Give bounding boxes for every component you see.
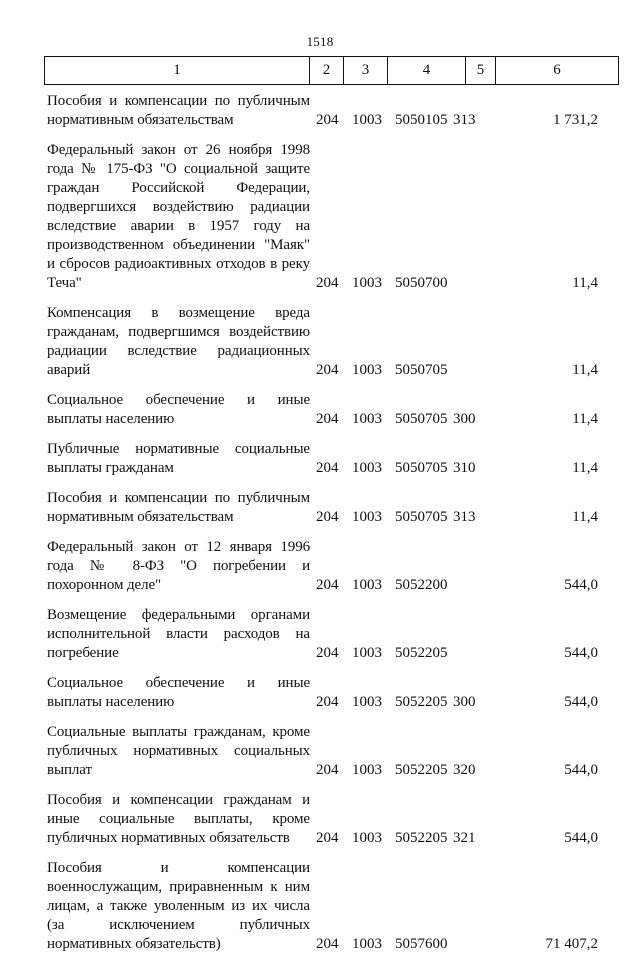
row-description: Возмещение федеральными органами исполнительной власти расходов на погребение bbox=[47, 607, 310, 661]
row-col-3: 1003 bbox=[352, 460, 382, 476]
row-description: Федеральный закон от 12 января 1996 года № 8-ФЗ "О погребении и похоронном деле" bbox=[47, 539, 310, 593]
row-col-6: 544,0 bbox=[564, 762, 598, 778]
row-col-6: 11,4 bbox=[572, 460, 598, 476]
row-description: Пособия и компенсации по публичным нормативным обязательствам bbox=[47, 93, 310, 128]
table-row bbox=[0, 440, 640, 478]
row-col-4: 5052205 bbox=[395, 645, 448, 661]
row-col-6: 11,4 bbox=[572, 509, 598, 525]
row-col-6: 544,0 bbox=[564, 645, 598, 661]
row-col-4: 5050705 bbox=[395, 460, 448, 476]
row-description: Публичные нормативные социальные выплаты гражданам bbox=[47, 441, 310, 476]
row-col-3: 1003 bbox=[352, 645, 382, 661]
row-col-3: 1003 bbox=[352, 275, 382, 291]
row-description: Социальные выплаты гражданам, кроме публичных нормативных социальных выплат bbox=[47, 724, 310, 778]
row-col-2: 204 bbox=[316, 694, 339, 710]
column-header-1: 1 bbox=[45, 57, 310, 85]
row-col-2: 204 bbox=[316, 509, 339, 525]
row-col-2: 204 bbox=[316, 112, 339, 128]
column-header-6: 6 bbox=[496, 57, 619, 85]
row-col-5: 320 bbox=[453, 762, 476, 778]
row-col-2: 204 bbox=[316, 762, 339, 778]
row-col-3: 1003 bbox=[352, 577, 382, 593]
row-col-4: 5052205 bbox=[395, 762, 448, 778]
row-col-5: 321 bbox=[453, 830, 476, 846]
row-col-4: 5057600 bbox=[395, 936, 448, 952]
row-col-2: 204 bbox=[316, 411, 339, 427]
row-col-4: 5050700 bbox=[395, 275, 448, 291]
row-description: Пособия и компенсации по публичным нормативным обязательствам bbox=[47, 490, 310, 525]
row-col-4: 5050105 bbox=[395, 112, 448, 128]
row-col-5: 313 bbox=[453, 509, 476, 525]
row-col-4: 5052205 bbox=[395, 694, 448, 710]
row-col-3: 1003 bbox=[352, 411, 382, 427]
table-row bbox=[0, 791, 640, 848]
column-header-table bbox=[44, 56, 619, 85]
row-col-3: 1003 bbox=[352, 362, 382, 378]
row-description: Социальное обеспечение и иные выплаты населению bbox=[47, 675, 310, 710]
row-col-3: 1003 bbox=[352, 694, 382, 710]
row-col-2: 204 bbox=[316, 362, 339, 378]
budget-table-body bbox=[0, 92, 640, 965]
table-row bbox=[0, 538, 640, 595]
row-col-2: 204 bbox=[316, 830, 339, 846]
row-description: Компенсация в возмещение вреда гражданам, подвергшимся воздействию радиации вследствие радиационных аварий bbox=[47, 305, 310, 378]
table-row bbox=[0, 141, 640, 293]
row-col-2: 204 bbox=[316, 275, 339, 291]
table-row bbox=[0, 723, 640, 780]
row-col-6: 11,4 bbox=[572, 411, 598, 427]
row-col-2: 204 bbox=[316, 460, 339, 476]
row-col-2: 204 bbox=[316, 645, 339, 661]
column-header-3: 3 bbox=[344, 57, 388, 85]
row-description: Пособия и компенсации военнослужащим, приравненным к ним лицам, а также уволенным из их числа (за исключением публичных нормативных обязательств) bbox=[47, 860, 310, 952]
row-col-4: 5050705 bbox=[395, 362, 448, 378]
row-col-5: 300 bbox=[453, 694, 476, 710]
row-col-3: 1003 bbox=[352, 762, 382, 778]
row-col-6: 544,0 bbox=[564, 830, 598, 846]
row-col-5: 300 bbox=[453, 411, 476, 427]
table-row bbox=[0, 859, 640, 954]
table-row bbox=[0, 304, 640, 380]
row-col-3: 1003 bbox=[352, 936, 382, 952]
column-header-2: 2 bbox=[310, 57, 344, 85]
row-col-5: 310 bbox=[453, 460, 476, 476]
row-col-2: 204 bbox=[316, 577, 339, 593]
table-row bbox=[0, 391, 640, 429]
table-row bbox=[0, 92, 640, 130]
row-col-2: 204 bbox=[316, 936, 339, 952]
row-col-6: 71 407,2 bbox=[545, 936, 598, 952]
column-header-5: 5 bbox=[466, 57, 496, 85]
row-col-3: 1003 bbox=[352, 112, 382, 128]
column-header-4: 4 bbox=[388, 57, 466, 85]
row-col-6: 1 731,2 bbox=[553, 112, 598, 128]
row-col-4: 5050705 bbox=[395, 411, 448, 427]
row-col-6: 544,0 bbox=[564, 577, 598, 593]
row-col-6: 544,0 bbox=[564, 694, 598, 710]
row-description: Пособия и компенсации гражданам и иные социальные выплаты, кроме публичных нормативных обязательств bbox=[47, 792, 310, 846]
row-col-3: 1003 bbox=[352, 509, 382, 525]
page-number: 1518 bbox=[306, 34, 334, 49]
row-col-4: 5050705 bbox=[395, 509, 448, 525]
row-description: Федеральный закон от 26 ноября 1998 года № 175-ФЗ "О социальной защите граждан Российской Федерации, подвергшихся воздействию радиации вследствие аварии в 1957 году на производственном объединении "Маяк" и сбросов радиоактивных отходов в реку Теча" bbox=[47, 142, 310, 291]
table-row bbox=[0, 606, 640, 663]
row-col-4: 5052205 bbox=[395, 830, 448, 846]
table-row bbox=[0, 674, 640, 712]
row-description: Социальное обеспечение и иные выплаты населению bbox=[47, 392, 310, 427]
row-col-6: 11,4 bbox=[572, 362, 598, 378]
row-col-5: 313 bbox=[453, 112, 476, 128]
row-col-3: 1003 bbox=[352, 830, 382, 846]
row-col-4: 5052200 bbox=[395, 577, 448, 593]
table-row bbox=[0, 489, 640, 527]
row-col-6: 11,4 bbox=[572, 275, 598, 291]
